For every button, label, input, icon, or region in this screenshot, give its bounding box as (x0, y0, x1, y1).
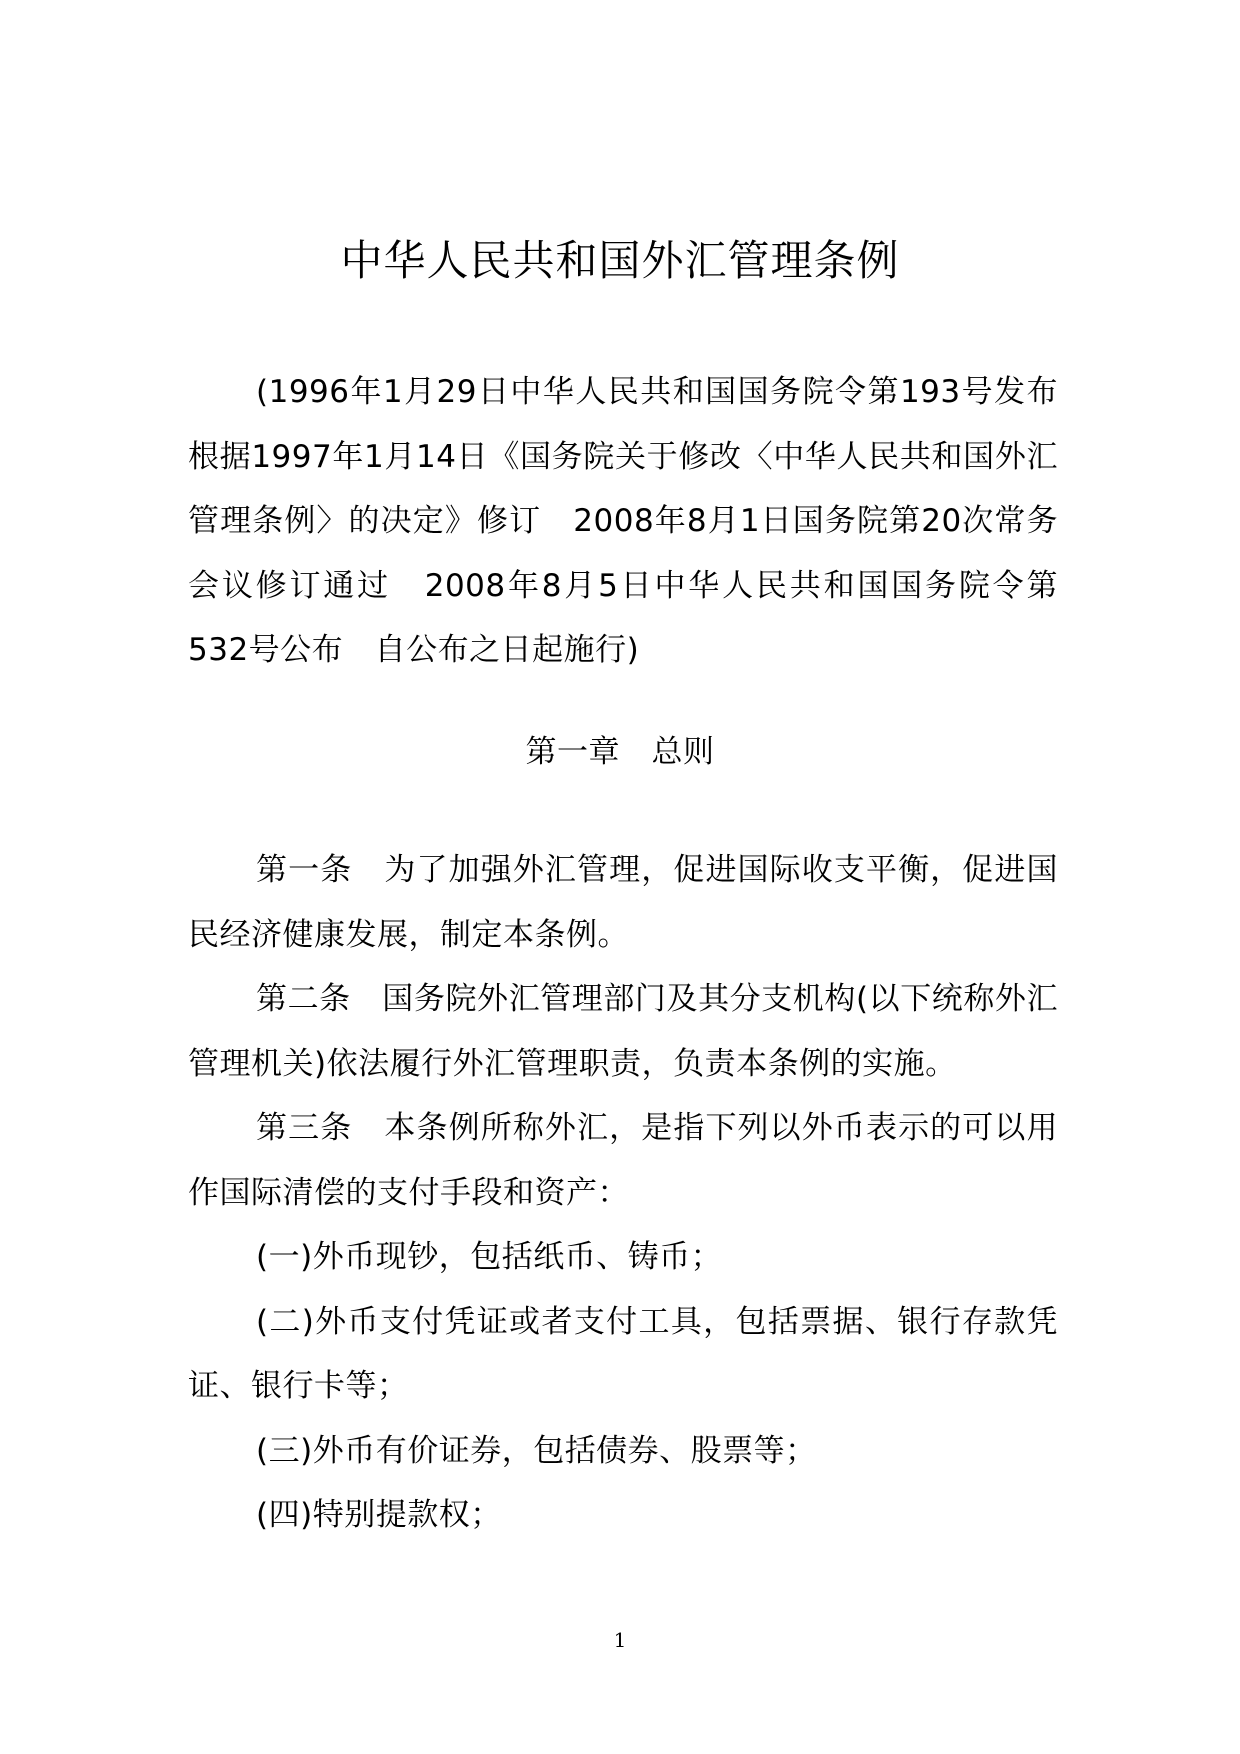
preamble-paragraph: (1996年1月29日中华人民共和国国务院令第193号发布 根据1997年1月14日《国务院关于修改〈中华人民共和国外汇管理条例〉的决定》修订 2008年8月1日国务院第20次常务会议修订通过 2008年8月5日中华人民共和国国务院令第532号公布 自公布之日起施行) (188, 374, 1090, 668)
article-3-paragraph: 第三条 本条例所称外汇，是指下列以外币表示的可以用作国际清偿的支付手段和资产： (188, 1110, 1058, 1211)
chapter-heading: 第一章 总则 (525, 734, 715, 770)
list-item-3: (三)外币有价证券，包括债券、股票等； (256, 1432, 817, 1469)
list-item-1: (一)外币现钞，包括纸币、铸币； (256, 1239, 723, 1275)
articles-section (188, 838, 1058, 1548)
list-item-4: (四)特别提款权； (256, 1497, 502, 1533)
article-1-paragraph: 第一条 为了加强外汇管理，促进国际收支平衡，促进国民经济健康发展，制定本条例。 (188, 852, 1058, 953)
page-number: 1 (613, 1628, 627, 1652)
list-item-2: (二)外币支付凭证或者支付工具，包括票据、银行存款凭证、银行卡等； (188, 1303, 1058, 1404)
article-2-paragraph: 第二条 国务院外汇管理部门及其分支机构(以下统称外汇管理机关)依法履行外汇管理职责，负责本条例的实施。 (188, 981, 1058, 1082)
document-title: 中华人民共和国外汇管理条例 (340, 236, 900, 285)
